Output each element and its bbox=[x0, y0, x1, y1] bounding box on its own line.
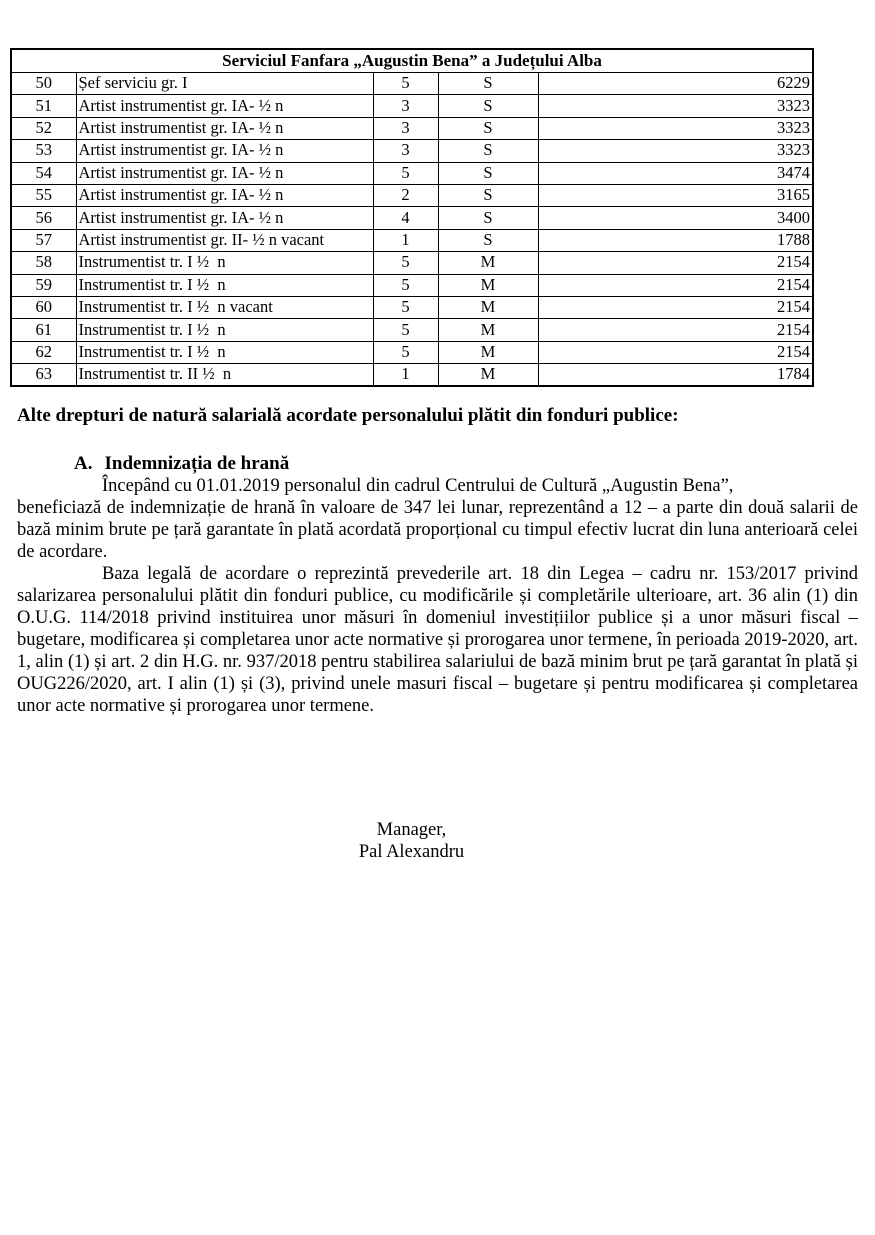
cell-education-level: S bbox=[438, 95, 538, 117]
cell-job-title: Instrumentist tr. I ½ n bbox=[76, 274, 373, 296]
paragraph-indemnizatie-rest: beneficiază de indemnizație de hrană în valoare de 347 lei lunar, reprezentând a 12 – a parte din două salarii de bază minim brute pe țară garantate în plată acordată proporțional cu timpul efectiv lucrat din luna anterioară celei de acordare. bbox=[17, 498, 858, 563]
table-row bbox=[11, 229, 813, 251]
cell-job-title: Artist instrumentist gr. IA- ½ n bbox=[76, 184, 373, 206]
cell-education-level: S bbox=[438, 162, 538, 184]
body-text bbox=[17, 405, 858, 863]
cell-job-title: Artist instrumentist gr. IA- ½ n bbox=[76, 95, 373, 117]
cell-salary: 2154 bbox=[538, 341, 813, 363]
cell-salary: 1784 bbox=[538, 364, 813, 387]
paragraph-baza-legala: Baza legală de acordare o reprezintă prevederile art. 18 din Legea – cadru nr. 153/2017 privind salarizarea personalului plătit din fonduri publice, cu modificările și completările ulterioare, art. 36 alin (1) din O.U.G. 114/2018 privind instituirea unor măsuri în domeniul investițiilor publice și a unor măsuri fiscal – bugetare, modificarea și completarea unor acte normative și prorogarea unor termene, în perioada 2019-2020, art. 1, alin (1) și art. 2 din H.G. nr. 937/2018 pentru stabilirea salariului de bază minim brut pe țară garantat în plată și OUG226/2020, art. I alin (1) și (3), privind unele masuri fiscal – bugetare și pentru modificarea și completarea unor acte normative și prorogarea unor termene. bbox=[17, 564, 858, 717]
cell-job-title: Instrumentist tr. I ½ n bbox=[76, 319, 373, 341]
salary-table bbox=[10, 48, 814, 387]
cell-salary: 2154 bbox=[538, 296, 813, 318]
signature-block bbox=[17, 819, 806, 863]
cell-position-number: 62 bbox=[11, 341, 76, 363]
table-title: Serviciul Fanfara „Augustin Bena” a Județului Alba bbox=[11, 49, 813, 73]
cell-salary: 3323 bbox=[538, 117, 813, 139]
cell-education-level: S bbox=[438, 117, 538, 139]
cell-salary: 6229 bbox=[538, 73, 813, 95]
table-row bbox=[11, 140, 813, 162]
subsection-a-title bbox=[74, 453, 858, 475]
cell-job-title: Artist instrumentist gr. IA- ½ n bbox=[76, 140, 373, 162]
cell-grade: 3 bbox=[373, 140, 438, 162]
table-header-row bbox=[11, 49, 813, 73]
subsection-a-label: A. bbox=[74, 453, 93, 475]
paragraph-indemnizatie bbox=[17, 475, 858, 563]
cell-job-title: Artist instrumentist gr. II- ½ n vacant bbox=[76, 229, 373, 251]
paragraph-indemnizatie-line1: Începând cu 01.01.2019 personalul din cadrul Centrului de Cultură „Augustin Bena”, bbox=[102, 476, 734, 497]
cell-job-title: Șef serviciu gr. I bbox=[76, 73, 373, 95]
cell-grade: 5 bbox=[373, 252, 438, 274]
cell-job-title: Instrumentist tr. II ½ n bbox=[76, 364, 373, 387]
cell-salary: 2154 bbox=[538, 274, 813, 296]
cell-education-level: S bbox=[438, 73, 538, 95]
cell-job-title: Artist instrumentist gr. IA- ½ n bbox=[76, 162, 373, 184]
cell-grade: 5 bbox=[373, 341, 438, 363]
cell-grade: 5 bbox=[373, 274, 438, 296]
cell-position-number: 58 bbox=[11, 252, 76, 274]
subsection-a-title-text: Indemnizația de hrană bbox=[104, 453, 290, 475]
salary-table-body bbox=[11, 73, 813, 387]
table-row bbox=[11, 364, 813, 387]
cell-job-title: Instrumentist tr. I ½ n bbox=[76, 252, 373, 274]
cell-grade: 4 bbox=[373, 207, 438, 229]
cell-education-level: S bbox=[438, 229, 538, 251]
cell-job-title: Artist instrumentist gr. IA- ½ n bbox=[76, 207, 373, 229]
cell-job-title: Artist instrumentist gr. IA- ½ n bbox=[76, 117, 373, 139]
table-row bbox=[11, 73, 813, 95]
cell-grade: 5 bbox=[373, 73, 438, 95]
cell-education-level: M bbox=[438, 296, 538, 318]
cell-position-number: 56 bbox=[11, 207, 76, 229]
table-row bbox=[11, 162, 813, 184]
cell-salary: 3323 bbox=[538, 95, 813, 117]
section-heading: Alte drepturi de natură salarială acordate personalului plătit din fonduri publice: bbox=[17, 405, 679, 427]
cell-position-number: 61 bbox=[11, 319, 76, 341]
signature-role: Manager, bbox=[376, 820, 447, 841]
cell-grade: 2 bbox=[373, 184, 438, 206]
cell-education-level: M bbox=[438, 341, 538, 363]
table-row bbox=[11, 95, 813, 117]
cell-position-number: 54 bbox=[11, 162, 76, 184]
cell-position-number: 50 bbox=[11, 73, 76, 95]
table-row bbox=[11, 296, 813, 318]
cell-job-title: Instrumentist tr. I ½ n vacant bbox=[76, 296, 373, 318]
cell-position-number: 52 bbox=[11, 117, 76, 139]
cell-position-number: 60 bbox=[11, 296, 76, 318]
table-row bbox=[11, 184, 813, 206]
cell-salary: 2154 bbox=[538, 319, 813, 341]
cell-salary: 1788 bbox=[538, 229, 813, 251]
cell-education-level: M bbox=[438, 252, 538, 274]
cell-grade: 5 bbox=[373, 296, 438, 318]
cell-education-level: S bbox=[438, 184, 538, 206]
cell-grade: 1 bbox=[373, 229, 438, 251]
table-row bbox=[11, 117, 813, 139]
table-row bbox=[11, 252, 813, 274]
cell-position-number: 57 bbox=[11, 229, 76, 251]
cell-salary: 3474 bbox=[538, 162, 813, 184]
cell-grade: 3 bbox=[373, 117, 438, 139]
cell-position-number: 63 bbox=[11, 364, 76, 387]
table-row bbox=[11, 319, 813, 341]
cell-education-level: M bbox=[438, 364, 538, 387]
cell-education-level: S bbox=[438, 207, 538, 229]
cell-grade: 1 bbox=[373, 364, 438, 387]
cell-grade: 3 bbox=[373, 95, 438, 117]
cell-education-level: M bbox=[438, 319, 538, 341]
cell-salary: 3323 bbox=[538, 140, 813, 162]
cell-salary: 3165 bbox=[538, 184, 813, 206]
table-row bbox=[11, 341, 813, 363]
table-row bbox=[11, 274, 813, 296]
cell-grade: 5 bbox=[373, 162, 438, 184]
cell-grade: 5 bbox=[373, 319, 438, 341]
cell-salary: 2154 bbox=[538, 252, 813, 274]
cell-education-level: M bbox=[438, 274, 538, 296]
cell-position-number: 53 bbox=[11, 140, 76, 162]
table-row bbox=[11, 207, 813, 229]
cell-position-number: 55 bbox=[11, 184, 76, 206]
cell-education-level: S bbox=[438, 140, 538, 162]
cell-salary: 3400 bbox=[538, 207, 813, 229]
cell-job-title: Instrumentist tr. I ½ n bbox=[76, 341, 373, 363]
cell-position-number: 59 bbox=[11, 274, 76, 296]
document-page bbox=[0, 48, 875, 863]
cell-position-number: 51 bbox=[11, 95, 76, 117]
signature-name: Pal Alexandru bbox=[358, 842, 465, 863]
